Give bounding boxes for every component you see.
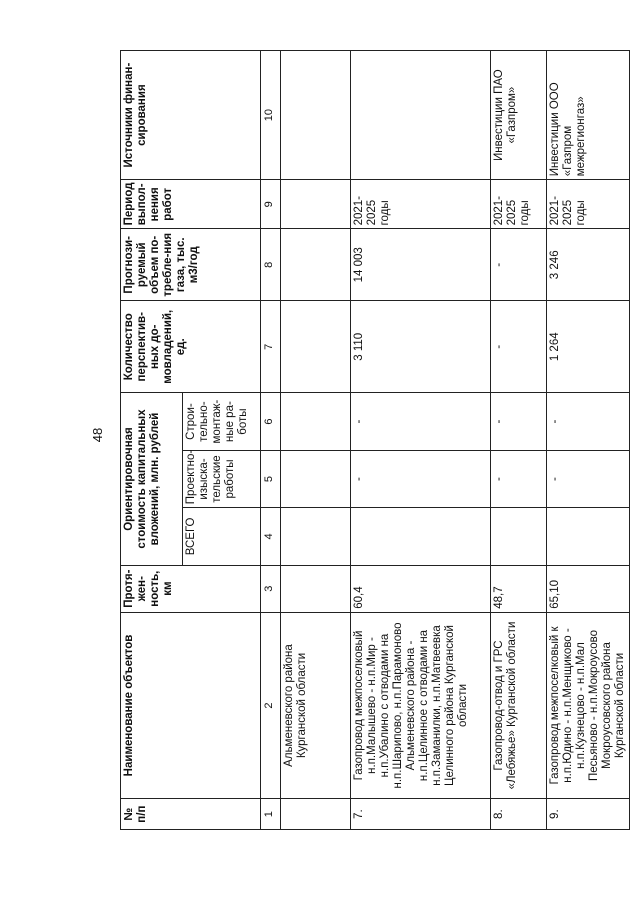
row-construction: - (547, 393, 630, 450)
row-source: Инвестиции ООО «Газпром межрегионгаз» (547, 51, 630, 180)
header-sources: Источники финан-сирования (121, 51, 261, 180)
table-row (281, 51, 351, 830)
table-row (547, 51, 630, 830)
row-design: - (547, 450, 630, 507)
row-total (281, 508, 351, 565)
objects-table (120, 50, 630, 830)
header-length: Протя-жен-ность, км (121, 565, 261, 612)
row-total (547, 508, 630, 565)
row-design (281, 450, 351, 507)
row-source (281, 51, 351, 180)
row-construction (281, 393, 351, 450)
col-num: 6 (261, 393, 281, 450)
row-num: 8. (491, 799, 547, 830)
row-num: 9. (547, 799, 630, 830)
row-length (281, 565, 351, 612)
col-num: 1 (261, 799, 281, 830)
row-households: 1 264 (547, 301, 630, 393)
row-name: Газопровод межпоселковый н.п.Малышево - н.п.Мир - н.п.Убалино с отводами на н.п.Шарипово, н.п.Парамоново Альменевского района - н.п.Целинное с отводами на н.п.Заманилки, н.п.Матвеевка Целинного района Курганской области (351, 612, 491, 799)
col-num: 3 (261, 565, 281, 612)
header-cost: Ориентировочная стоимость капитальных вложений, млн. рублей (121, 393, 183, 565)
row-period: 2021-2025 годы (351, 180, 491, 229)
table-row (491, 51, 547, 830)
header-construction: Строи-тельно-монтаж-ные ра-боты (183, 393, 261, 450)
col-num: 2 (261, 612, 281, 799)
row-gas (281, 229, 351, 301)
header-design: Проектно-изыска-тельские работы (183, 450, 261, 507)
row-total (491, 508, 547, 565)
row-name: Альменевского района Курганской области (281, 612, 351, 799)
header-total: ВСЕГО (183, 508, 261, 565)
row-total (351, 508, 491, 565)
row-num: 7. (351, 799, 491, 830)
page-number: 48 (90, 427, 105, 443)
row-gas: 14 003 (351, 229, 491, 301)
rotated-table-wrapper (120, 50, 626, 830)
row-length: 60,4 (351, 565, 491, 612)
col-num: 5 (261, 450, 281, 507)
row-period: 2021-2025 годы (491, 180, 547, 229)
row-households: 3 110 (351, 301, 491, 393)
row-name: Газопровод-отвод и ГРС «Лебяжье» Курганской области (491, 612, 547, 799)
row-period (281, 180, 351, 229)
row-length: 48,7 (491, 565, 547, 612)
row-construction: - (491, 393, 547, 450)
row-num (281, 799, 351, 830)
row-gas: 3 246 (547, 229, 630, 301)
row-period: 2021-2025 годы (547, 180, 630, 229)
col-num: 10 (261, 51, 281, 180)
row-households: - (491, 301, 547, 393)
header-period: Период выпол-нения работ (121, 180, 261, 229)
col-num: 7 (261, 301, 281, 393)
header-households: Количество перспектив-ных до-мовладений, ед. (121, 301, 261, 393)
col-num: 9 (261, 180, 281, 229)
row-name: Газопровод межпоселковый к н.п.Юдино - н.п.Менщиково - н.п.Кузнецово - н.п.Мал Песьяново - н.п.Мокроусово Мокроусовского района Курганской области (547, 612, 630, 799)
row-construction: - (351, 393, 491, 450)
row-design: - (351, 450, 491, 507)
header-row (121, 51, 183, 830)
row-gas: - (491, 229, 547, 301)
col-num: 4 (261, 508, 281, 565)
table-row (351, 51, 491, 830)
row-design: - (491, 450, 547, 507)
header-gas: Прогнози-руемый объем по-требле-ния газа, тыс. м3/год (121, 229, 261, 301)
row-households (281, 301, 351, 393)
row-source: Инвестиции ПАО «Газпром» (491, 51, 547, 180)
row-source (351, 51, 491, 180)
header-num: № п/п (121, 799, 261, 830)
row-length: 65,10 (547, 565, 630, 612)
col-num: 8 (261, 229, 281, 301)
header-name: Наименование объектов (121, 612, 261, 799)
column-numbers-row (261, 51, 281, 830)
